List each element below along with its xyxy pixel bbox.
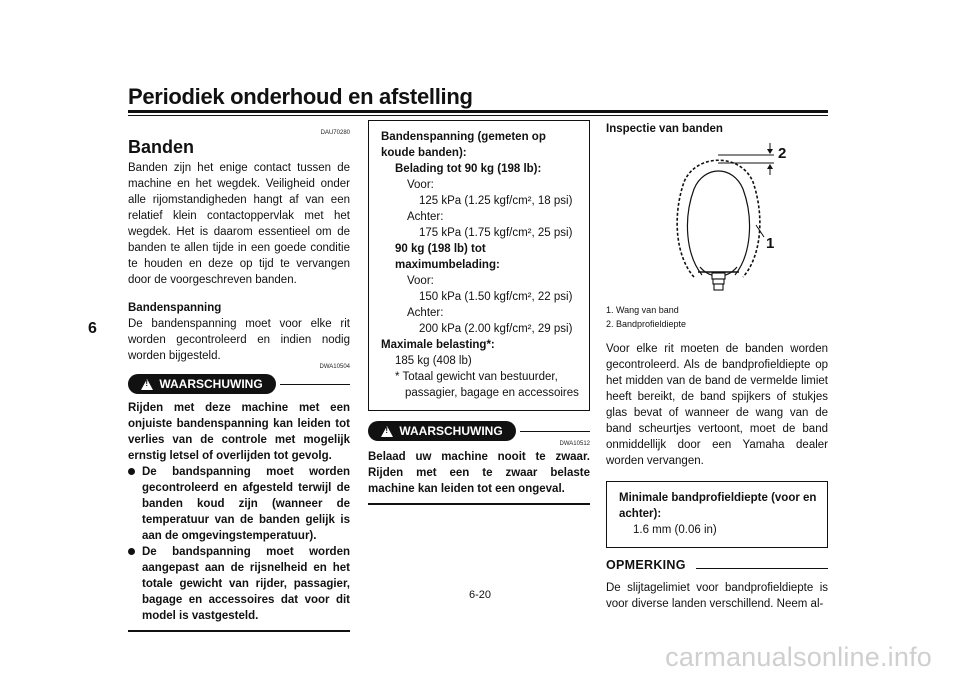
inspection-paragraph: Voor elke rit moeten de banden worden gecontroleerd. Als de bandprofieldiepte op het midden van de band de vermelde limiet heeft bereikt, de band spijkers of stukjes glas bevat of wanneer de wang van de band scheurtjes vertoont, moet de band onmiddellijk door een Yamaha dealer worden vervangen. — [606, 343, 828, 467]
warning-label: WAARSCHUWING — [399, 424, 503, 438]
figure-label-2: 2 — [778, 145, 787, 162]
subsection-title: Bandenspanning — [128, 302, 222, 314]
spec-load-2: 90 kg (198 lb) tot maximumbelading: — [395, 243, 500, 271]
warning-end-rule — [368, 503, 590, 505]
page-number: 6-20 — [468, 589, 492, 601]
spec-front-value-2: 150 kPa (1.50 kgf/cm², 22 psi) — [419, 291, 573, 303]
warning-end-rule — [128, 630, 350, 632]
list-item: De bandspanning moet worden aangepast aan de rijsnelheid en het totale gewicht van rijder, passagier, bagage en accessoires dat voor dit model is vastgesteld. — [128, 544, 350, 624]
warning-label: WAARSCHUWING — [159, 377, 263, 391]
note-rule — [696, 568, 828, 569]
pressure-paragraph: De bandenspanning moet voor elke rit worden gecontroleerd en indien nodig worden bijgesteld. — [128, 318, 350, 362]
figure-captions — [606, 303, 828, 331]
note-paragraph: De slijtagelimiet voor bandprofieldiepte is voor diverse landen verschillend. Neem al- — [606, 582, 828, 610]
tire-cross-section-illustration — [606, 137, 828, 297]
warning-triangle-icon — [141, 379, 153, 390]
watermark: carmanualsonline.info — [665, 642, 932, 672]
warning-code: DWA10512 — [559, 441, 590, 447]
warning-header — [368, 421, 590, 443]
spec-rear-value-2: 200 kPa (2.00 kgf/cm², 29 psi) — [419, 323, 573, 335]
spec-front-label: Voor: — [407, 179, 434, 191]
min-depth-spec-box — [606, 481, 828, 548]
min-depth-title: Minimale bandprofieldiepte (voor en achter): — [619, 492, 817, 520]
doc-code: DAU70280 — [320, 130, 350, 136]
header-rule — [128, 110, 828, 113]
right-column — [606, 120, 828, 612]
chapter-tab: 6 — [88, 320, 97, 337]
spec-load-1: Belading tot 90 kg (198 lb): — [395, 163, 542, 175]
warning-text: Rijden met deze machine met een onjuiste bandenspanning kan leiden tot verlies van de controle met mogelijk ernstig letsel of overlijden tot gevolg. — [128, 402, 350, 462]
warning-rule — [520, 431, 590, 432]
inspection-title: Inspectie van banden — [606, 123, 723, 135]
caption-item: 2. Bandprofieldiepte — [606, 319, 687, 329]
spec-rear-label: Achter: — [407, 211, 444, 223]
list-item: De bandspanning moet worden gecontroleerd en afgesteld terwijl de banden koud zijn (wanneer de temperatuur van de banden gelijk is aan de omgevingstemperatuur). — [128, 464, 350, 544]
spec-front-label: Voor: — [407, 275, 434, 287]
spec-rear-label: Achter: — [407, 307, 444, 319]
tire-figure — [606, 137, 828, 297]
spec-title: Bandenspanning (gemeten op koude banden): — [381, 131, 546, 159]
pressure-spec-box — [368, 120, 590, 411]
page-title: Periodiek onderhoud en afstelling — [128, 84, 473, 109]
warning-triangle-icon — [381, 426, 393, 437]
figure-label-1: 1 — [766, 235, 775, 252]
warning-rule — [280, 384, 350, 385]
middle-column — [368, 120, 590, 505]
spec-front-value-1: 125 kPa (1.25 kgf/cm², 18 psi) — [419, 195, 573, 207]
header-rule-thin — [128, 115, 828, 116]
caption-item: 1. Wang van band — [606, 305, 679, 315]
warning-text: Belaad uw machine nooit te zwaar. Rijden met een te zwaar belaste machine kan leiden tot een ongeval. — [368, 451, 590, 495]
spec-rear-value-1: 175 kPa (1.75 kgf/cm², 25 psi) — [419, 227, 573, 239]
note-header — [606, 558, 828, 576]
note-title: OPMERKING — [606, 558, 686, 572]
warning-badge — [368, 421, 516, 441]
spec-max-title: Maximale belasting*: — [381, 339, 495, 351]
section-title: Banden — [128, 137, 195, 157]
warning-header — [128, 374, 350, 396]
warning-code: DWA10504 — [319, 364, 350, 370]
spec-max-value: 185 kg (408 lb) — [395, 355, 472, 367]
min-depth-value: 1.6 mm (0.06 in) — [633, 524, 717, 536]
warning-badge — [128, 374, 276, 394]
spec-footnote: * Totaal gewicht van bestuurder, passagier, bagage en accessoires — [395, 371, 579, 399]
left-column — [128, 120, 350, 632]
intro-paragraph: Banden zijn het enige contact tussen de machine en het wegdek. Veiligheid onder alle rijomstandigheden hangt af van een relatief klein contactoppervlak met het wegdek. Het is daarom essentieel om de banden te allen tijde in een goede conditie te houden en deze op tijd te vervangen door de voorgeschreven banden. — [128, 162, 350, 286]
